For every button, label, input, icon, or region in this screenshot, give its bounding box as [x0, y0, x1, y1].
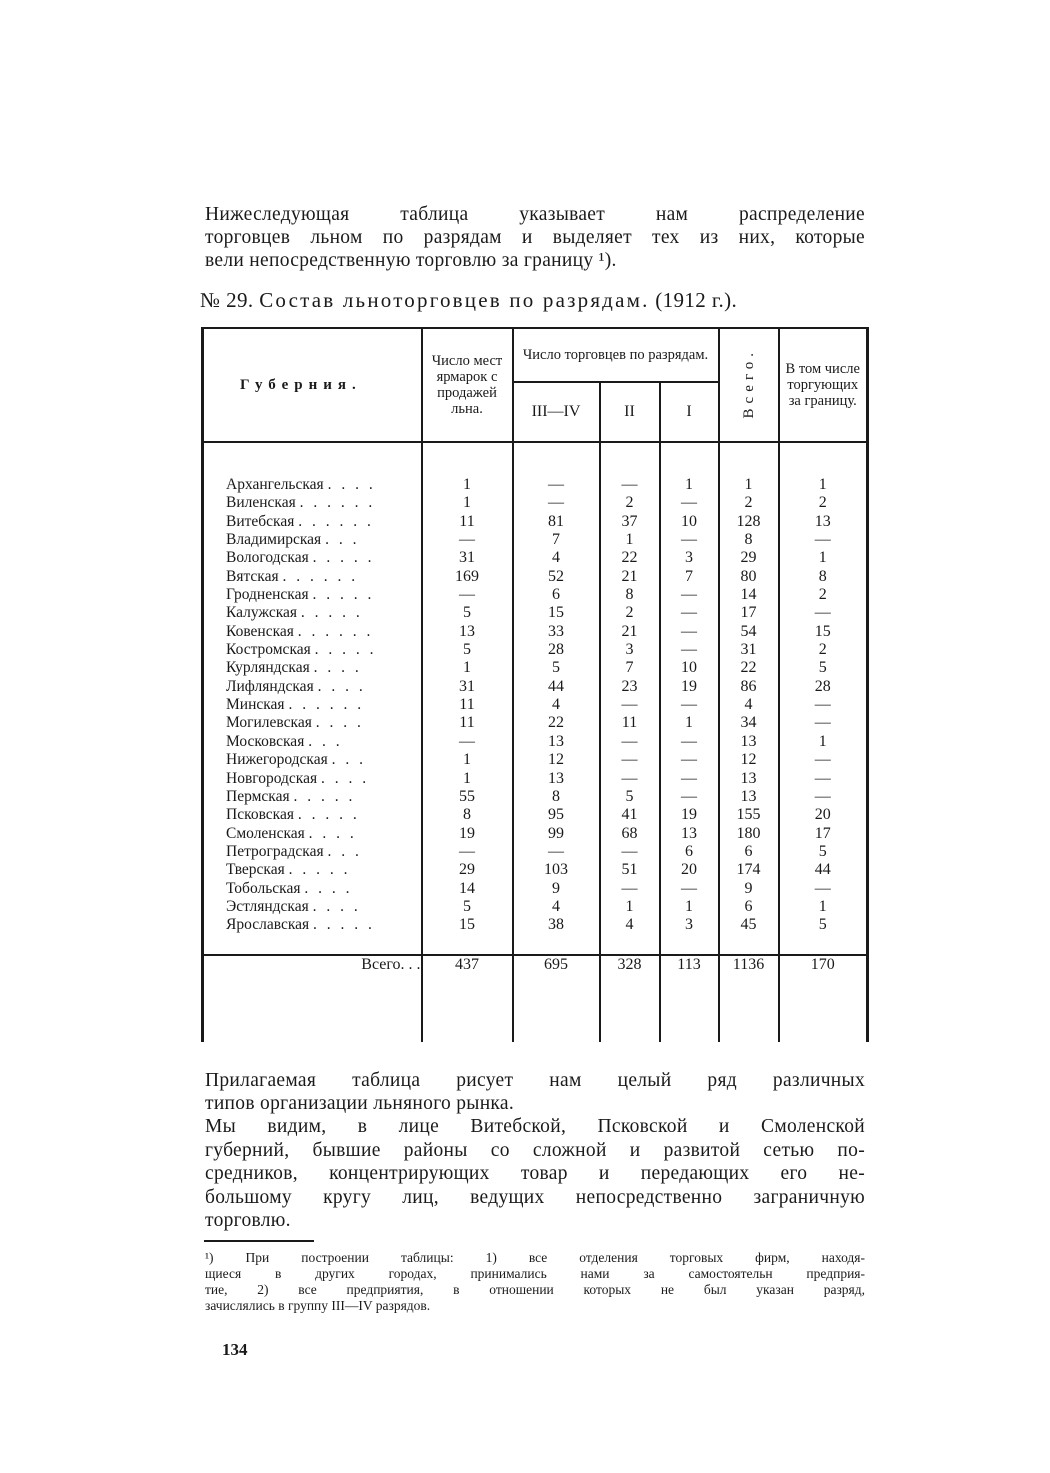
- table-cell-vsego: 6: [744, 897, 753, 915]
- intro-line: торговцев льном по разрядам и выделяет тех из них, которые: [205, 227, 865, 248]
- table-cell-mest: 1: [463, 494, 471, 512]
- gubernia-name: [204, 770, 421, 788]
- table-cell-granica: 1: [818, 897, 827, 915]
- header-category-3-4: III—IV: [513, 382, 600, 442]
- table-cell-vsego: 8: [744, 531, 753, 549]
- table-cell-vsego: 6: [744, 842, 753, 860]
- table-cell-mest: 5: [463, 604, 471, 622]
- paragraph-line: торговлю.: [205, 1210, 291, 1231]
- table-cell-r2: 1: [625, 897, 634, 915]
- leader-dots: . . .: [331, 751, 366, 769]
- table-cell-r1: —: [681, 586, 697, 604]
- second-paragraph: [205, 1069, 865, 1115]
- table-cell-r34: 5: [552, 659, 560, 677]
- table-cell-mest: 1: [463, 751, 471, 769]
- leader-dots: . . .: [308, 732, 343, 750]
- leader-dots: . . . .: [327, 476, 376, 493]
- gubernia-label: Костромская: [226, 641, 311, 659]
- gubernia-label: Архангельская: [226, 476, 324, 493]
- table-cell-r2: 68: [621, 824, 638, 842]
- leader-dots: . . . .: [317, 677, 366, 695]
- table-cell-r34: 95: [548, 806, 564, 824]
- table-cell-mest: 5: [463, 897, 471, 915]
- gubernia-name: [204, 843, 421, 861]
- total-foreign-trade: 170: [779, 955, 868, 1042]
- table-cell-r34: 8: [552, 787, 560, 805]
- leader-dots: . . .: [327, 842, 362, 860]
- table-cell-granica: 2: [818, 586, 827, 604]
- total-category-2: 328: [600, 955, 660, 1042]
- table-cell-r1: 7: [685, 567, 693, 585]
- table-cell-granica: 1: [818, 732, 827, 750]
- paragraph-line: типов организации льняного рынка.: [205, 1093, 515, 1114]
- table-cell-r34: 38: [548, 916, 564, 934]
- table-cell-vsego: 13: [740, 732, 757, 750]
- leader-dots: . . . .: [320, 769, 370, 787]
- leader-dots: . . . . . .: [288, 696, 365, 714]
- footnote: [205, 1250, 865, 1314]
- gubernia-name: [204, 476, 421, 494]
- table-cell-r34: 28: [548, 641, 564, 659]
- table-cell-r1: 3: [685, 916, 693, 934]
- leader-dots: . . .: [325, 531, 360, 549]
- gubernia-name: [204, 825, 421, 843]
- gubernia-name: [204, 494, 421, 512]
- table-cell-r34: 6: [552, 586, 560, 604]
- gubernia-name: [204, 586, 421, 604]
- table-cell-vsego: 13: [740, 787, 757, 805]
- table-cell-granica: 2: [818, 641, 827, 659]
- leader-dots: . . . .: [313, 659, 362, 677]
- leader-dots: . . . . .: [297, 806, 360, 824]
- table-cell-r34: 4: [552, 696, 560, 714]
- table-cell-r1: 13: [681, 824, 697, 842]
- table-cell-r2: 2: [625, 494, 634, 512]
- table-cell-r34: 33: [548, 622, 564, 640]
- table-cell-granica: 15: [814, 622, 831, 640]
- total-category-1: 113: [660, 955, 719, 1042]
- header-gubernia: Губерния.: [203, 328, 422, 442]
- table-cell-granica: —: [814, 531, 831, 549]
- gubernia-name: [204, 678, 421, 696]
- table-cell-mest: 14: [459, 879, 475, 897]
- table-cell-mest: 19: [459, 824, 475, 842]
- table-cell-mest: 8: [463, 806, 471, 824]
- table-cell-r1: 1: [685, 714, 693, 732]
- gubernia-name: [204, 531, 421, 549]
- gubernia-label: Новгородская: [226, 769, 318, 787]
- table-cell-granica: 44: [814, 861, 831, 879]
- table-cell-r1: —: [681, 732, 697, 750]
- leader-dots: . . . . . .: [299, 494, 376, 512]
- table-cell-r2: 41: [621, 806, 638, 824]
- header-total: [719, 328, 779, 442]
- total-label: Всего. . .: [203, 955, 422, 1042]
- gubernia-label: Владимирская: [226, 531, 322, 549]
- header-category-1: I: [660, 382, 719, 442]
- table-cell-vsego: 128: [736, 512, 761, 530]
- table-cell-granica: 5: [818, 659, 827, 677]
- table-number: № 29.: [200, 288, 254, 312]
- column-total: [720, 443, 778, 935]
- table-cell-r2: 21: [621, 622, 638, 640]
- table-cell-r1: —: [681, 769, 697, 787]
- gubernia-name: [204, 806, 421, 824]
- table-cell-r2: 5: [625, 787, 634, 805]
- table-cell-granica: 13: [814, 512, 831, 530]
- gubernia-label: Могилевская: [226, 714, 312, 732]
- header-traders-by-category: Число торговцев по разрядам.: [513, 328, 719, 382]
- table-cell-r1: —: [681, 641, 697, 659]
- gubernia-label: Гродненская: [226, 586, 309, 604]
- table-cell-granica: 1: [818, 549, 827, 567]
- table-cell-r34: 99: [548, 824, 564, 842]
- gubernia-label: Смоленская: [226, 824, 305, 842]
- gubernia-name: [204, 623, 421, 641]
- table-cell-mest: 11: [459, 714, 475, 732]
- table-cell-granica: —: [814, 879, 831, 897]
- table-cell-granica: —: [814, 696, 831, 714]
- table-title-text: Состав льноторговцев по разрядам.: [259, 288, 650, 312]
- table-cell-mest: —: [459, 586, 475, 604]
- table-cell-r1: —: [681, 622, 697, 640]
- table-cell-r1: —: [681, 696, 697, 714]
- gubernia-label: Псковская: [226, 806, 294, 824]
- table-cell-granica: 5: [818, 916, 827, 934]
- gubernia-name: [204, 880, 421, 898]
- table-cell-mest: 1: [463, 476, 471, 493]
- intro-line: вели непосредственную торговлю за границу ¹).: [205, 250, 617, 271]
- paragraph-line: Прилагаемая таблица рисует нам целый ряд различных: [205, 1070, 865, 1091]
- paragraph-line: большому кругу лиц, ведущих непосредственно заграничную: [205, 1186, 865, 1208]
- table-cell-r34: 4: [552, 549, 560, 567]
- column-category-3-4: [514, 443, 599, 935]
- table-cell-r2: 21: [621, 567, 638, 585]
- table-cell-r34: 13: [548, 732, 564, 750]
- table-cell-mest: 1: [463, 659, 471, 677]
- gubernia-label: Московская: [226, 732, 305, 750]
- gubernia-label: Минская: [226, 696, 285, 714]
- table-cell-r34: 12: [548, 751, 564, 769]
- table-cell-mest: —: [459, 842, 475, 860]
- total-category-3-4: 695: [513, 955, 600, 1042]
- gubernia-name: [204, 898, 421, 916]
- table-cell-r2: —: [621, 476, 638, 493]
- header-category-2: II: [600, 382, 660, 442]
- table-cell-vsego: 14: [740, 586, 757, 604]
- table-cell-r34: 81: [548, 512, 564, 530]
- table-cell-r2: —: [621, 769, 638, 787]
- leader-dots: . . . .: [308, 824, 357, 842]
- table-cell-r1: 19: [681, 677, 697, 695]
- gubernia-name: [204, 604, 421, 622]
- leader-dots: . . . . .: [313, 916, 375, 934]
- column-category-1: [661, 443, 718, 935]
- gubernia-label: Лифляндская: [226, 677, 314, 695]
- table-cell-r1: 3: [685, 549, 693, 567]
- leader-dots: . . . . . .: [297, 622, 374, 640]
- table-cell-mest: 55: [459, 787, 475, 805]
- leader-dots: . . . .: [312, 897, 361, 915]
- table-cell-r34: 22: [548, 714, 564, 732]
- table-cell-vsego: 12: [740, 751, 757, 769]
- table-cell-r1: —: [681, 787, 697, 805]
- table-cell-granica: —: [814, 787, 831, 805]
- gubernia-name: [204, 861, 421, 879]
- intro-paragraph: [205, 203, 865, 272]
- footnote-divider: [204, 1240, 314, 1242]
- gubernia-name: [204, 788, 421, 806]
- table-cell-r2: 4: [625, 916, 634, 934]
- gubernia-name: [204, 568, 421, 586]
- table-cell-r2: 51: [621, 861, 638, 879]
- table-cell-r2: —: [621, 751, 638, 769]
- leader-dots: . . . .: [315, 714, 364, 732]
- flax-traders-table: [201, 327, 869, 1042]
- table-cell-vsego: 22: [740, 659, 757, 677]
- gubernia-name: [204, 696, 421, 714]
- table-cell-r1: —: [681, 879, 697, 897]
- table-cell-r2: 37: [621, 512, 638, 530]
- gubernia-label: Виленская: [226, 494, 296, 512]
- column-fair-places: [423, 443, 512, 935]
- table-cell-r34: 15: [548, 604, 564, 622]
- column-gubernia-names: [204, 443, 421, 935]
- gubernia-label: Вологодская: [226, 549, 309, 567]
- total-row: [203, 955, 868, 1042]
- table-cell-vsego: 54: [740, 622, 757, 640]
- table-cell-vsego: 180: [736, 824, 761, 842]
- total-fair-places: 437: [422, 955, 513, 1042]
- gubernia-name: [204, 641, 421, 659]
- table-cell-vsego: 29: [740, 549, 757, 567]
- table-cell-r2: 2: [625, 604, 634, 622]
- gubernia-label: Ярославская: [226, 916, 310, 934]
- table-cell-r1: —: [681, 494, 697, 512]
- table-cell-mest: 1: [463, 769, 471, 787]
- table-cell-r34: —: [548, 842, 564, 860]
- leader-dots: . . . . . .: [282, 567, 359, 585]
- table-cell-granica: 5: [818, 842, 827, 860]
- header-foreign-trade: В том числе торгующих за границу.: [779, 328, 868, 442]
- table-cell-r34: —: [548, 476, 564, 493]
- header-fair-places: Число мест ярмарок с продажей льна.: [422, 328, 513, 442]
- column-foreign-trade: [780, 443, 867, 935]
- gubernia-name: [204, 751, 421, 769]
- table-cell-r34: 7: [552, 531, 560, 549]
- table-cell-granica: —: [814, 769, 831, 787]
- gubernia-label: Ковенская: [226, 622, 294, 640]
- table-cell-r2: —: [621, 696, 638, 714]
- table-cell-vsego: 4: [744, 696, 753, 714]
- table-cell-vsego: 17: [740, 604, 757, 622]
- table-cell-mest: 11: [459, 512, 475, 530]
- table-cell-r2: 11: [621, 714, 638, 732]
- table-cell-r34: 44: [548, 677, 564, 695]
- paragraph-line: средников, концентрирующих товар и передающих его не-: [205, 1163, 865, 1184]
- table-cell-r1: 10: [681, 659, 697, 677]
- table-cell-vsego: 1: [744, 476, 753, 493]
- table-cell-r34: 52: [548, 567, 564, 585]
- table-cell-granica: 2: [818, 494, 827, 512]
- table-cell-mest: 31: [459, 549, 475, 567]
- leader-dots: . . . . .: [300, 604, 363, 622]
- paragraph-line: Мы видим, в лице Витебской, Псковской и Смоленской: [205, 1116, 865, 1137]
- paragraph-line: губерний, бывшие районы со сложной и развитой сетью по-: [205, 1139, 865, 1161]
- column-category-2: [601, 443, 659, 935]
- gubernia-label: Калужская: [226, 604, 298, 622]
- table-cell-r1: 19: [681, 806, 697, 824]
- table-title: [200, 288, 870, 313]
- table-cell-vsego: 80: [740, 567, 757, 585]
- table-cell-mest: 15: [459, 916, 475, 934]
- leader-dots: . . . . .: [288, 861, 351, 879]
- table-cell-mest: 29: [459, 861, 475, 879]
- table-cell-granica: 28: [814, 677, 831, 695]
- gubernia-name: [204, 549, 421, 567]
- table-cell-mest: 13: [459, 622, 475, 640]
- table-cell-r2: 23: [621, 677, 638, 695]
- table-cell-r2: 8: [625, 586, 634, 604]
- gubernia-name: [204, 513, 421, 531]
- gubernia-label: Вятская: [226, 567, 279, 585]
- table-cell-r34: 9: [552, 879, 560, 897]
- leader-dots: . . . . .: [312, 586, 375, 604]
- table-cell-r2: 1: [625, 531, 634, 549]
- table-cell-r2: —: [621, 732, 638, 750]
- table-cell-r1: —: [681, 751, 697, 769]
- table-cell-r1: 20: [681, 861, 697, 879]
- header-total-text: Всего.: [740, 347, 757, 419]
- table-cell-mest: 169: [455, 567, 479, 585]
- leader-dots: . . . .: [304, 879, 353, 897]
- table-cell-granica: 1: [818, 476, 827, 493]
- total-total: 1136: [719, 955, 779, 1042]
- table-cell-granica: —: [814, 751, 831, 769]
- table-cell-vsego: 9: [744, 879, 753, 897]
- table-cell-r2: 7: [625, 659, 634, 677]
- table-cell-vsego: 155: [736, 806, 761, 824]
- gubernia-label: Петроградская: [226, 842, 324, 860]
- table-cell-granica: —: [814, 604, 831, 622]
- gubernia-name: [204, 733, 421, 751]
- table-cell-granica: 17: [814, 824, 831, 842]
- table-cell-vsego: 2: [744, 494, 753, 512]
- gubernia-label: Тверская: [226, 861, 285, 879]
- table-cell-r34: 13: [548, 769, 564, 787]
- gubernia-name: [204, 659, 421, 677]
- table-cell-vsego: 34: [740, 714, 757, 732]
- leader-dots: . . . . .: [293, 787, 356, 805]
- leader-dots: . . . . . .: [298, 512, 374, 530]
- table-cell-vsego: 13: [740, 769, 757, 787]
- table-cell-mest: 5: [463, 641, 471, 659]
- table-cell-r34: 4: [552, 897, 560, 915]
- leader-dots: . . . . .: [312, 549, 375, 567]
- table-cell-mest: —: [459, 531, 475, 549]
- footnote-line: щиеся в других городах, принимались нами за самостоятельн предприя-: [205, 1266, 865, 1281]
- table-year: (1912 г.).: [655, 288, 738, 312]
- third-paragraph: [205, 1115, 865, 1233]
- intro-line: Нижеследующая таблица указывает нам распределение: [205, 204, 865, 225]
- table-cell-vsego: 174: [736, 861, 761, 879]
- table-cell-granica: —: [814, 714, 831, 732]
- gubernia-label: Эстляндская: [226, 897, 309, 915]
- table-cell-mest: 31: [459, 677, 475, 695]
- page-number: 134: [222, 1340, 248, 1359]
- footnote-line: тие, 2) все предприятия, в отношении которых не был указан разряд,: [205, 1282, 865, 1297]
- gubernia-label: Тобольская: [226, 879, 301, 897]
- gubernia-name: [204, 916, 421, 934]
- table-cell-vsego: 86: [740, 677, 757, 695]
- table-cell-vsego: 45: [740, 916, 757, 934]
- table-cell-r1: 1: [685, 897, 693, 915]
- table-cell-r34: 103: [544, 861, 568, 879]
- table-cell-r1: 1: [685, 476, 693, 493]
- table-cell-r1: —: [681, 604, 697, 622]
- table-cell-r2: 22: [621, 549, 638, 567]
- gubernia-label: Курляндская: [226, 659, 310, 677]
- table-cell-r1: 10: [681, 512, 697, 530]
- table-cell-r2: 3: [625, 641, 634, 659]
- gubernia-label: Нижегородская: [226, 751, 328, 769]
- table-cell-mest: —: [459, 732, 475, 750]
- footnote-line: зачислялись в группу III—IV разрядов.: [205, 1298, 431, 1313]
- table-cell-r34: —: [548, 494, 564, 512]
- gubernia-label: Пермская: [226, 787, 290, 805]
- table-cell-r1: 6: [685, 842, 693, 860]
- gubernia-name: [204, 714, 421, 732]
- table-cell-r1: —: [681, 531, 697, 549]
- footnote-line: ¹) При построении таблицы: 1) все отделения торговых фирм, находя-: [205, 1250, 865, 1265]
- table-cell-mest: 11: [459, 696, 475, 714]
- table-cell-vsego: 31: [740, 641, 757, 659]
- gubernia-label: Витебская: [226, 512, 295, 530]
- table-cell-granica: 20: [814, 806, 831, 824]
- table-cell-r2: —: [621, 842, 638, 860]
- table-cell-r2: —: [621, 879, 638, 897]
- table-cell-granica: 8: [818, 567, 827, 585]
- leader-dots: . . . . .: [314, 641, 377, 659]
